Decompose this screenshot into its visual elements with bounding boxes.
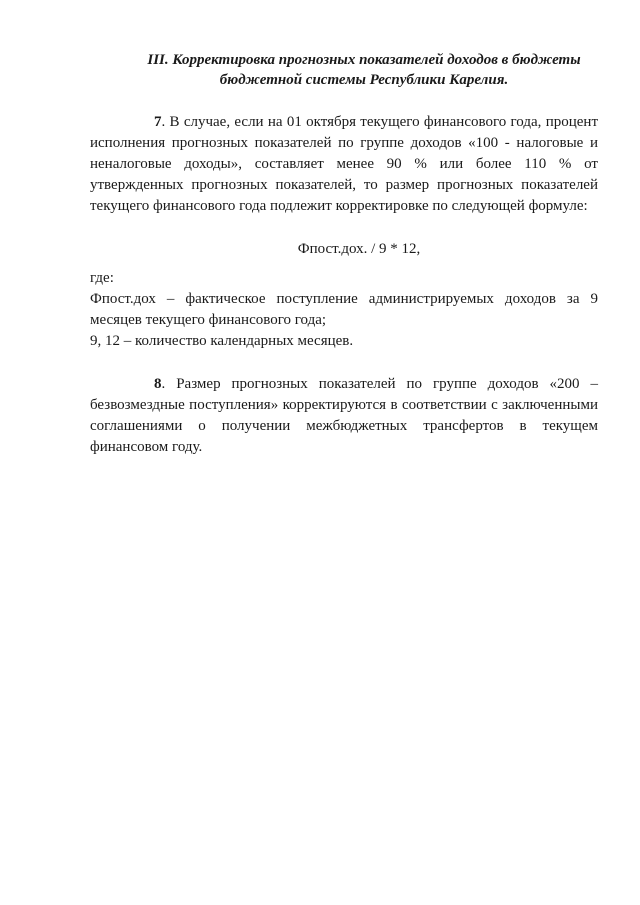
document-content: [90, 50, 598, 458]
where-label: где:: [90, 270, 114, 286]
paragraph-7: [90, 112, 598, 217]
definition-months: 9, 12 – количество календарных месяцев.: [90, 333, 354, 349]
paragraph-8-number: 8: [154, 376, 162, 392]
paragraph-8-text: . Размер прогнозных показателей по группе доходов «200 – безвозмездные поступления» корректируются в соответствии с заключенными соглашениями о получении межбюджетных трансфертов в текущем финансовом году.: [90, 376, 598, 455]
section-title: [130, 50, 598, 90]
spacer: [90, 352, 598, 374]
paragraph-8: [90, 374, 598, 458]
section-title-line-2: бюджетной системы Республики Карелия.: [219, 72, 509, 88]
formula: Фпост.дох. / 9 * 12,: [297, 241, 421, 257]
paragraph-7-number: 7: [154, 114, 162, 130]
paragraph-7-text: . В случае, если на 01 октября текущего финансового года, процент исполнения прогнозных показателей по группе доходов «100 - налоговые и неналоговые доходы», составляет менее 90 % или более 110 % от утвержденных прогнозных показателей, то размер прогнозных показателей текущего финансового года подлежит корректировке по следующей формуле:: [90, 114, 598, 214]
definition-fpost: Фпост.дох – фактическое поступление администрируемых доходов за 9 месяцев текущего финансового года;: [90, 291, 598, 328]
section-title-line-1: III. Корректировка прогнозных показателей доходов в бюджеты: [147, 52, 581, 68]
